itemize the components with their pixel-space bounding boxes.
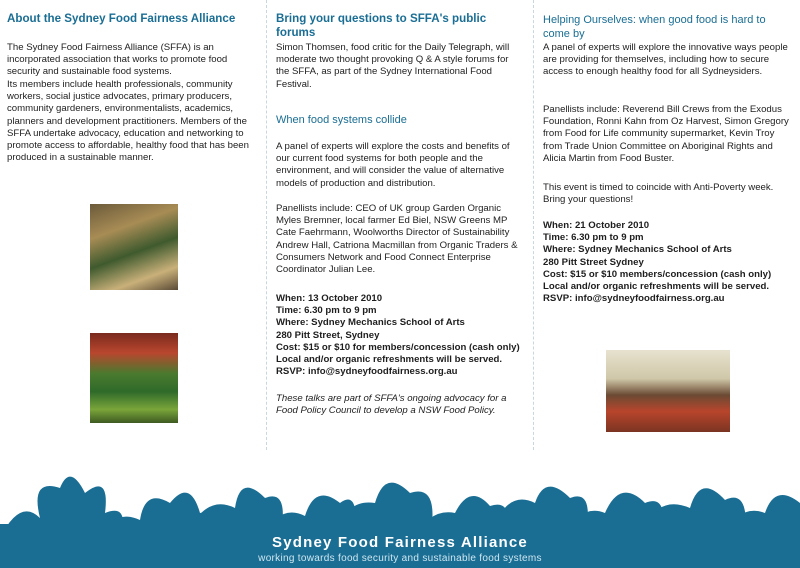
forum2-cost: Cost: $15 or $10 members/concession (cash only) xyxy=(543,268,772,280)
forum2-where: Where: Sydney Mechanics School of Arts xyxy=(543,244,732,256)
photo-market-shopper xyxy=(90,204,178,290)
panel-forums xyxy=(276,0,524,440)
about-paragraph-2: Its members include health professionals, community workers, social justice advocates, primary producers, community gardeners, environmentalists, academics, planners and development practitioners. Members of the SFFA undertake advocacy, education and networking to promote access to affordable, healthy food that has been produced in a sustainable manner. xyxy=(7,79,249,164)
forum2-details xyxy=(543,220,793,305)
photo-volunteers-produce xyxy=(606,350,730,432)
forum1-time: Time: 6.30 pm to 9 pm xyxy=(276,305,377,317)
panel-divider xyxy=(533,0,534,450)
photo-vegetable-stall xyxy=(90,333,178,423)
forum1-rsvp: RSVP: info@sydneyfoodfairness.org.au xyxy=(276,366,458,378)
forum2-when: When: 21 October 2010 xyxy=(543,220,650,231)
forum2-address: 280 Pitt Street Sydney xyxy=(543,256,644,268)
footer-title: Sydney Food Fairness Alliance xyxy=(272,534,528,551)
forum1-cost: Cost: $15 or $10 for members/concession (cash only) xyxy=(276,341,520,353)
panel-helping-title: Helping Ourselves: when good food is hard to come by xyxy=(543,14,766,40)
forum2-time: Time: 6.30 pm to 9 pm xyxy=(543,232,644,244)
forum1-subtitle: When food systems collide xyxy=(276,114,407,126)
forum1-refreshments: Local and/or organic refreshments will be served. xyxy=(276,354,503,366)
footer xyxy=(0,458,800,568)
about-paragraph-1: The Sydney Food Fairness Alliance (SFFA) is an incorporated association that works to promote food security and sustainable food systems. xyxy=(7,42,228,78)
forums-intro: Simon Thomsen, food critic for the Daily Telegraph, will moderate two thought provoking Q & A style forums for the SFFA, as part of the Sydney International Food Festival. xyxy=(276,42,510,90)
panel-forums-title: Bring your questions to SFFA's public forums xyxy=(276,12,487,39)
forum2-refreshments: Local and/or organic refreshments will be served. xyxy=(543,281,770,293)
forum1-address: 280 Pitt Street, Sydney xyxy=(276,329,380,341)
forum2-rsvp: RSVP: info@sydneyfoodfairness.org.au xyxy=(543,293,725,305)
forum1-when: When: 13 October 2010 xyxy=(276,293,383,304)
footer-tagline: working towards food security and sustainable food systems xyxy=(258,553,542,564)
forum2-description: A panel of experts will explore the innovative ways people are providing for themselves, including how to secure access to enough healthy food for all Sydneysiders. xyxy=(543,42,788,78)
panel-divider xyxy=(266,0,267,450)
forums-note: These talks are part of SFFA's ongoing advocacy for a Food Policy Council to develop a NSW Food Policy. xyxy=(276,393,507,417)
forum1-details xyxy=(276,293,524,378)
forum2-panellists: Panellists include: Reverend Bill Crews from the Exodus Foundation, Ronni Kahn from Oz Harvest, Simon Gregory from Food for Life community supermarket, Kevin Troy from Trade Union Committee on Aboriginal Rights and Alicia Martin from Food Buster. xyxy=(543,104,789,164)
forum2-timed-note: This event is timed to coincide with Anti-Poverty week. Bring your questions! xyxy=(543,182,774,206)
panel-about-title: About the Sydney Food Fairness Alliance xyxy=(7,12,236,25)
forum1-panellists: Panellists include: CEO of UK group Garden Organic Myles Bremner, local farmer Ed Biel, NSW Greens MP Cate Faehrmann, Woolworths Director of Sustainability Andrew Hall, Catriona Macmillan from Organic Traders & Consumers Network and Food Connect Enterprise Coordinator Julian Lee. xyxy=(276,203,518,276)
forum1-where: Where: Sydney Mechanics School of Arts xyxy=(276,317,465,329)
forum1-description: A panel of experts will explore the costs and benefits of our current food systems for both people and the environment, and will consider the value of alternative models of production and distribution. xyxy=(276,141,510,189)
